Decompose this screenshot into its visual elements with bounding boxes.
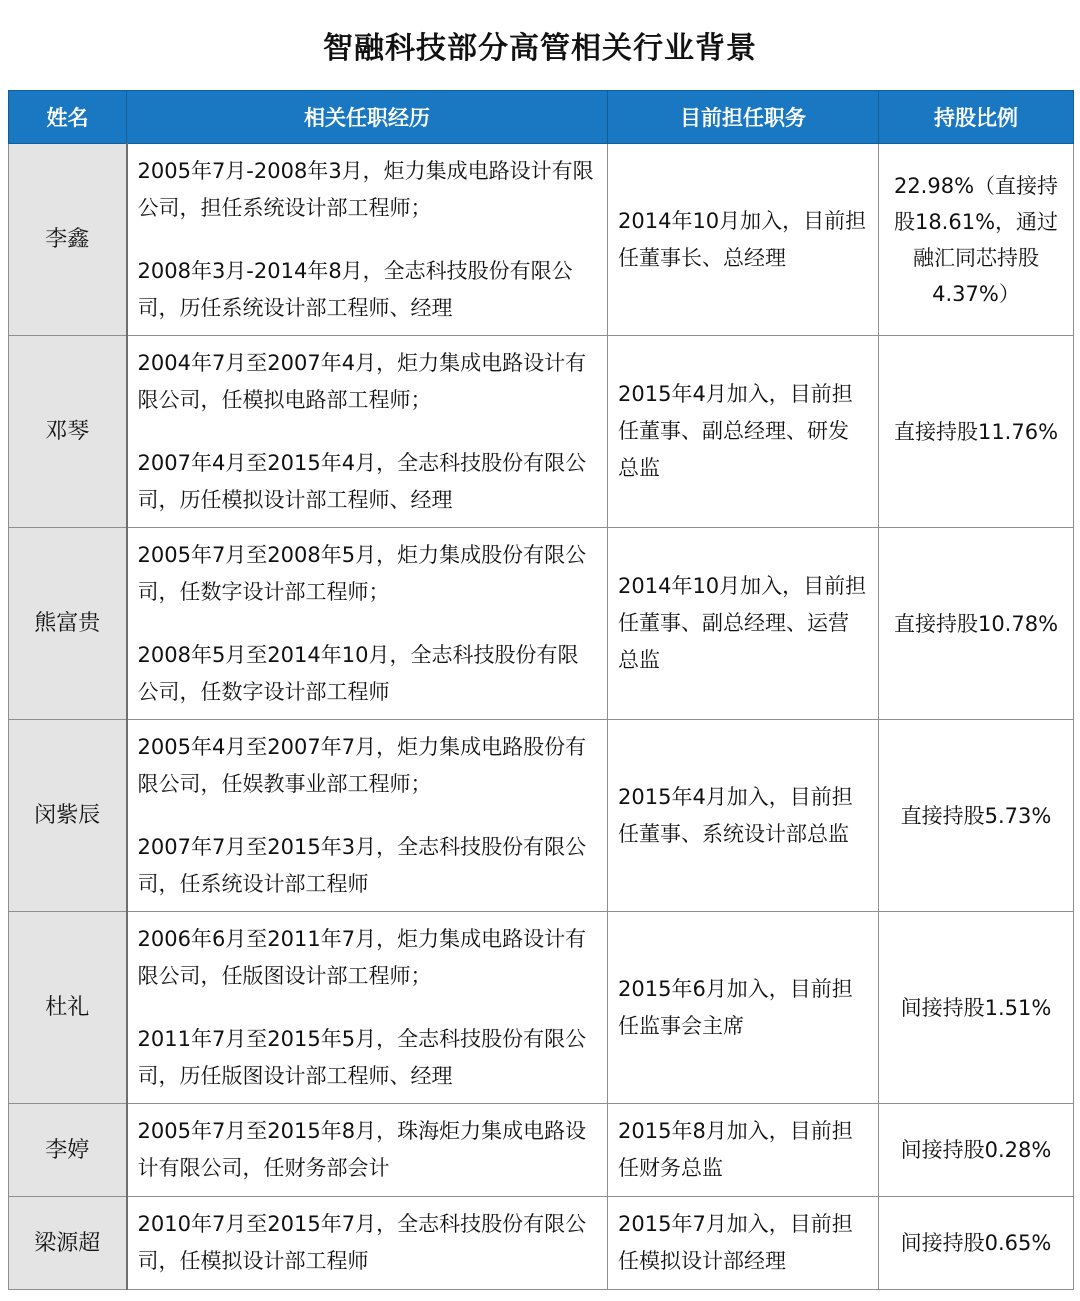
position-cell: 2014年10月加入，目前担任董事长、总经理 [608, 144, 879, 336]
table-row [9, 528, 1074, 720]
table-row [9, 912, 1074, 1104]
experience-cell [127, 144, 608, 336]
experience-entry: 2005年7月-2008年3月，炬力集成电路设计有限公司，担任系统设计部工程师； [137, 158, 594, 220]
column-header-position: 目前担任职务 [608, 91, 879, 144]
experience-entry: 2005年7月至2008年5月，炬力集成股份有限公司，任数字设计部工程师； [137, 542, 587, 604]
experience-entry: 2011年7月至2015年5月，全志科技股份有限公司，历任版图设计部工程师、经理 [137, 1026, 587, 1088]
table-row [9, 336, 1074, 528]
experience-entry: 2006年6月至2011年7月，炬力集成电路设计有限公司，任版图设计部工程师； [137, 926, 587, 988]
table-header-row [9, 91, 1074, 144]
position-cell: 2015年7月加入，目前担任模拟设计部经理 [608, 1197, 879, 1290]
executives-table [8, 90, 1074, 1290]
column-header-share: 持股比例 [879, 91, 1074, 144]
column-header-experience: 相关任职经历 [127, 91, 608, 144]
experience-cell [127, 720, 608, 912]
name-cell: 李鑫 [9, 144, 127, 336]
position-cell: 2014年10月加入，目前担任董事、副总经理、运营总监 [608, 528, 879, 720]
share-cell: 直接持股5.73% [879, 720, 1074, 912]
share-cell: 间接持股1.51% [879, 912, 1074, 1104]
share-cell: 间接持股0.65% [879, 1197, 1074, 1290]
experience-cell [127, 1197, 608, 1290]
share-cell: 间接持股0.28% [879, 1104, 1074, 1197]
table-row [9, 720, 1074, 912]
experience-entry: 2008年3月-2014年8月，全志科技股份有限公司，历任系统设计部工程师、经理 [137, 258, 573, 320]
experience-entry: 2008年5月至2014年10月，全志科技股份有限公司，任数字设计部工程师 [137, 642, 579, 704]
position-cell: 2015年4月加入，目前担任董事、副总经理、研发总监 [608, 336, 879, 528]
share-cell: 直接持股11.76% [879, 336, 1074, 528]
name-cell: 熊富贵 [9, 528, 127, 720]
experience-cell [127, 912, 608, 1104]
position-cell: 2015年4月加入，目前担任董事、系统设计部总监 [608, 720, 879, 912]
page-title: 智融科技部分高管相关行业背景 [323, 31, 757, 66]
table-row [9, 1197, 1074, 1290]
experience-entry: 2004年7月至2007年4月，炬力集成电路设计有限公司，任模拟电路部工程师； [137, 350, 587, 412]
name-cell: 邓琴 [9, 336, 127, 528]
experience-cell [127, 528, 608, 720]
table-row [9, 144, 1074, 336]
share-cell: 直接持股10.78% [879, 528, 1074, 720]
experience-cell [127, 1104, 608, 1197]
table-row [9, 1104, 1074, 1197]
experience-entry: 2005年7月至2015年8月，珠海炬力集成电路设计有限公司，任财务部会计 [137, 1119, 587, 1180]
experience-entry: 2010年7月至2015年7月，全志科技股份有限公司，任模拟设计部工程师 [137, 1212, 587, 1273]
name-cell: 梁源超 [9, 1197, 127, 1290]
column-header-name: 姓名 [9, 91, 127, 144]
name-cell: 闵紫辰 [9, 720, 127, 912]
name-cell: 杜礼 [9, 912, 127, 1104]
experience-entry: 2007年4月至2015年4月，全志科技股份有限公司，历任模拟设计部工程师、经理 [137, 450, 587, 512]
name-cell: 李婷 [9, 1104, 127, 1197]
position-cell: 2015年8月加入，目前担任财务总监 [608, 1104, 879, 1197]
share-cell: 22.98%（直接持股18.61%，通过融汇同芯持股4.37%） [879, 144, 1074, 336]
experience-cell [127, 336, 608, 528]
position-cell: 2015年6月加入，目前担任监事会主席 [608, 912, 879, 1104]
experience-entry: 2005年4月至2007年7月，炬力集成电路股份有限公司，任娱教事业部工程师； [137, 734, 587, 796]
experience-entry: 2007年7月至2015年3月，全志科技股份有限公司，任系统设计部工程师 [137, 834, 587, 896]
